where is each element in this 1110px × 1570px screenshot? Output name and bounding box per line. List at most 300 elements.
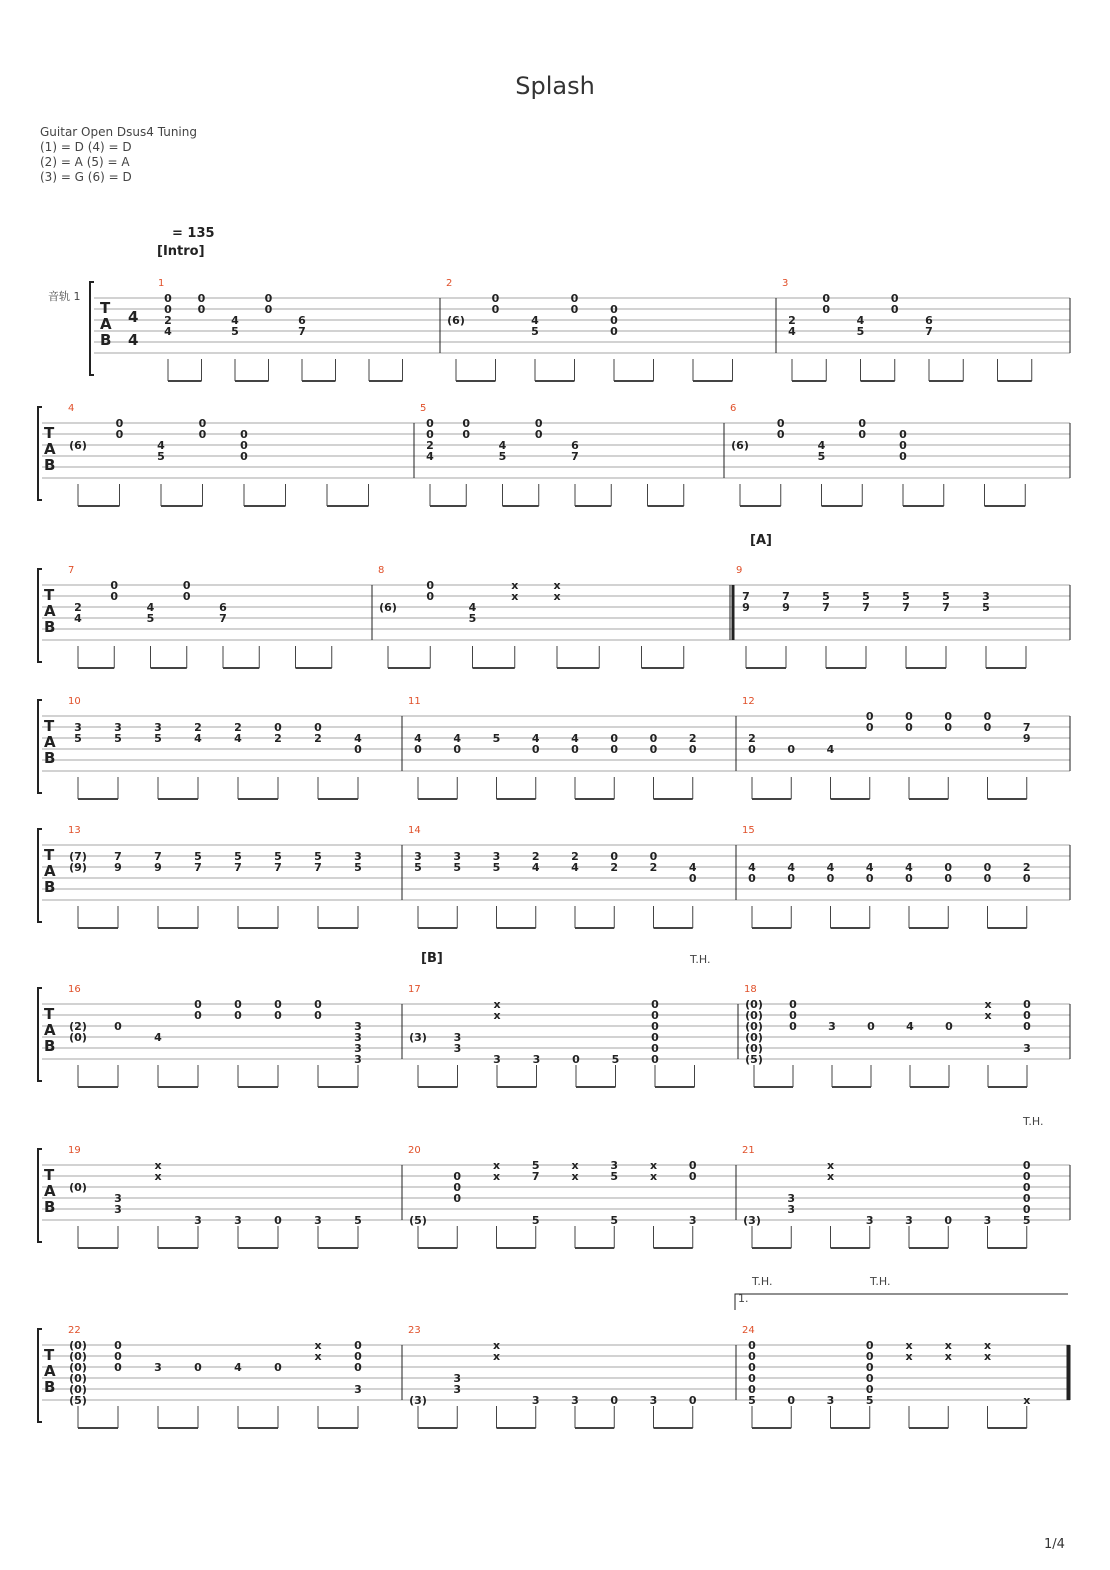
fret-number: 0 xyxy=(531,743,540,756)
fret-number: 4 xyxy=(688,861,697,874)
measure-number: 10 xyxy=(68,696,81,707)
fret-number: (0) xyxy=(69,1031,87,1044)
measure-number: 15 xyxy=(742,825,755,836)
tab-clef-letter: A xyxy=(44,862,56,880)
fret-number: 5 xyxy=(902,590,910,603)
fret-number: (0) xyxy=(745,1009,763,1022)
fret-number: 0 xyxy=(314,998,322,1011)
measure-number: 20 xyxy=(408,1145,421,1156)
measure-number: 9 xyxy=(736,565,743,576)
fret-number: 5 xyxy=(531,1159,540,1172)
fret-number: 7 xyxy=(902,601,910,614)
tuning-line: (1) = D (4) = D xyxy=(40,140,132,154)
fret-number: 7 xyxy=(154,850,162,863)
fret-number: 4 xyxy=(498,439,507,452)
fret-number: x xyxy=(826,1170,835,1183)
fret-number: 0 xyxy=(865,1372,874,1385)
fret-number: 5 xyxy=(942,590,950,603)
fret-number: 0 xyxy=(651,1009,659,1022)
fret-number: 0 xyxy=(944,872,953,885)
fret-number: 3 xyxy=(354,1383,362,1396)
tab-clef-letter: A xyxy=(44,733,56,751)
fret-number: 0 xyxy=(194,1009,202,1022)
fret-number: 5 xyxy=(531,1214,540,1227)
tab-clef-letter: A xyxy=(44,1182,56,1200)
fret-number: 2 xyxy=(274,732,282,745)
fret-number: 0 xyxy=(688,1170,697,1183)
fret-number: x xyxy=(493,1009,501,1022)
fret-number: 5 xyxy=(492,861,501,874)
fret-number: 0 xyxy=(274,1361,282,1374)
system-bracket xyxy=(38,1149,42,1242)
fret-number: 4 xyxy=(531,314,539,327)
fret-number: 0 xyxy=(114,1350,122,1363)
fret-number: x xyxy=(314,1350,322,1363)
system-bracket xyxy=(38,1329,42,1422)
fret-number: 5 xyxy=(817,450,826,463)
fret-number: x xyxy=(314,1339,322,1352)
fret-number: 0 xyxy=(944,861,953,874)
fret-number: 5 xyxy=(468,612,477,625)
fret-number: 0 xyxy=(858,417,867,430)
fret-number: 4 xyxy=(865,861,874,874)
fret-number: 9 xyxy=(114,861,122,874)
fret-number: 0 xyxy=(610,303,618,316)
fret-number: 0 xyxy=(649,850,658,863)
fret-number: 4 xyxy=(154,1031,162,1044)
fret-number: 3 xyxy=(354,850,362,863)
fret-number: 5 xyxy=(748,1394,756,1407)
track-name: 音轨 1 xyxy=(48,290,81,303)
fret-number: 5 xyxy=(610,1170,619,1183)
fret-number: 0 xyxy=(945,1020,953,1033)
fret-number: x xyxy=(553,590,561,603)
measure-number: 17 xyxy=(408,984,421,995)
fret-number: 4 xyxy=(426,450,434,463)
fret-number: 0 xyxy=(453,743,462,756)
measure-number: 7 xyxy=(68,565,75,576)
tab-clef-letter: T xyxy=(44,1346,55,1364)
tab-clef-letter: T xyxy=(44,717,55,735)
fret-number: 0 xyxy=(1023,1020,1031,1033)
fret-number: 3 xyxy=(531,1394,540,1407)
system-bracket xyxy=(38,569,42,662)
fret-number: 0 xyxy=(651,1031,659,1044)
section-label-b: [B] xyxy=(421,951,443,966)
fret-number: 0 xyxy=(314,721,322,734)
fret-number: 4 xyxy=(856,314,865,327)
fret-number: (6) xyxy=(379,601,397,614)
fret-number: 6 xyxy=(925,314,933,327)
fret-number: x xyxy=(983,1350,992,1363)
fret-number: x xyxy=(493,998,501,1011)
tab-clef-letter: B xyxy=(44,749,56,767)
fret-number: x xyxy=(944,1350,952,1363)
fret-number: (0) xyxy=(69,1181,87,1194)
fret-number: 0 xyxy=(865,1383,874,1396)
fret-number: 3 xyxy=(354,1042,362,1055)
page-number: 1/4 xyxy=(1044,1537,1065,1552)
tab-clef-letter: B xyxy=(44,1378,56,1396)
tab-clef-letter: A xyxy=(44,440,56,458)
fret-number: 0 xyxy=(610,325,618,338)
fret-number: 0 xyxy=(234,998,242,1011)
fret-number: 0 xyxy=(274,998,282,1011)
tab-clef-letter: T xyxy=(44,1005,55,1023)
fret-number: 3 xyxy=(688,1214,697,1227)
fret-number: 2 xyxy=(426,439,434,452)
fret-number: 3 xyxy=(492,850,501,863)
fret-number: 2 xyxy=(748,732,756,745)
tab-clef-letter: A xyxy=(44,602,56,620)
tab-clef-letter: A xyxy=(44,1021,56,1039)
fret-number: 4 xyxy=(826,743,835,756)
fret-number: (0) xyxy=(69,1361,87,1374)
fret-number: 0 xyxy=(198,428,207,441)
fret-number: 7 xyxy=(822,601,830,614)
fret-number: 0 xyxy=(164,303,172,316)
fret-number: x xyxy=(511,590,519,603)
technique-label: T.H. xyxy=(870,1275,891,1288)
fret-number: (7) xyxy=(69,850,87,863)
fret-number: (0) xyxy=(69,1372,87,1385)
fret-number: 7 xyxy=(194,861,202,874)
fret-number: 7 xyxy=(234,861,242,874)
fret-number: 5 xyxy=(154,732,162,745)
song-title: Splash xyxy=(515,72,595,100)
fret-number: 4 xyxy=(231,314,239,327)
fret-number: 9 xyxy=(1022,732,1031,745)
fret-number: 0 xyxy=(610,1394,619,1407)
fret-number: x xyxy=(492,1339,501,1352)
fret-number: 0 xyxy=(115,428,124,441)
fret-number: 2 xyxy=(234,721,242,734)
fret-number: 7 xyxy=(314,861,322,874)
fret-number: 3 xyxy=(453,1042,462,1055)
fret-number: 4 xyxy=(905,861,913,874)
measure-number: 21 xyxy=(742,1145,755,1156)
fret-number: 0 xyxy=(453,1192,462,1205)
fret-number: 0 xyxy=(748,872,756,885)
fret-number: 0 xyxy=(787,1394,796,1407)
fret-number: 5 xyxy=(610,1214,619,1227)
fret-number: 0 xyxy=(944,721,953,734)
fret-number: 2 xyxy=(194,721,202,734)
fret-number: 0 xyxy=(649,732,658,745)
fret-number: 0 xyxy=(197,292,206,305)
fret-number: 3 xyxy=(74,721,82,734)
fret-number: 7 xyxy=(742,590,750,603)
fret-number: 0 xyxy=(905,710,913,723)
tab-clef-letter: B xyxy=(44,1037,56,1055)
fret-number: 7 xyxy=(274,861,282,874)
fret-number: 0 xyxy=(114,1020,122,1033)
measure-number: 6 xyxy=(730,403,737,414)
fret-number: 3 xyxy=(1023,1042,1031,1055)
fret-number: 0 xyxy=(1022,1181,1031,1194)
fret-number: x xyxy=(944,1339,952,1352)
fret-number: (0) xyxy=(745,998,763,1011)
measure-number: 18 xyxy=(744,984,757,995)
tab-clef-letter: T xyxy=(44,586,55,604)
tab-clef-letter: T xyxy=(44,424,55,442)
measure-number: 5 xyxy=(420,403,427,414)
fret-number: 0 xyxy=(1022,1203,1031,1216)
fret-number: x xyxy=(649,1170,658,1183)
fret-number: 0 xyxy=(826,872,835,885)
fret-number: 5 xyxy=(1022,1214,1031,1227)
fret-number: (0) xyxy=(69,1339,87,1352)
fret-number: (9) xyxy=(69,861,87,874)
fret-number: x xyxy=(154,1170,162,1183)
section-label-a: [A] xyxy=(750,533,772,548)
technique-label: T.H. xyxy=(690,953,711,966)
fret-number: 3 xyxy=(453,1383,462,1396)
measure-number: 14 xyxy=(408,825,421,836)
fret-number: (3) xyxy=(743,1214,761,1227)
fret-number: 0 xyxy=(110,590,119,603)
fret-number: 2 xyxy=(571,850,579,863)
fret-number: x xyxy=(492,1350,501,1363)
fret-number: 0 xyxy=(748,1361,756,1374)
fret-number: 5 xyxy=(146,612,155,625)
fret-number: 5 xyxy=(74,732,82,745)
fret-number: (5) xyxy=(409,1214,427,1227)
fret-number: 0 xyxy=(570,292,579,305)
fret-number: 5 xyxy=(354,1214,362,1227)
fret-number: 2 xyxy=(688,732,697,745)
fret-number: 0 xyxy=(610,732,619,745)
fret-number: 5 xyxy=(531,325,539,338)
fret-number: 0 xyxy=(651,1053,659,1066)
fret-number: 0 xyxy=(1023,1009,1031,1022)
fret-number: 0 xyxy=(182,590,191,603)
fret-number: 0 xyxy=(354,1361,362,1374)
fret-number: 0 xyxy=(1022,1170,1031,1183)
fret-number: 3 xyxy=(114,1203,122,1216)
fret-number: 6 xyxy=(298,314,306,327)
measure-number: 3 xyxy=(782,278,789,289)
fret-number: 7 xyxy=(1022,721,1031,734)
fret-number: 7 xyxy=(942,601,950,614)
fret-number: 0 xyxy=(944,710,953,723)
fret-number: (5) xyxy=(745,1053,763,1066)
measure-number: 1 xyxy=(158,278,165,289)
fret-number: 3 xyxy=(154,1361,162,1374)
fret-number: 7 xyxy=(114,850,122,863)
fret-number: 0 xyxy=(110,579,119,592)
fret-number: 0 xyxy=(240,439,248,452)
tempo-value: = 135 xyxy=(172,226,215,241)
fret-number: 0 xyxy=(274,1009,282,1022)
fret-number: 3 xyxy=(194,1214,202,1227)
fret-number: (3) xyxy=(409,1394,427,1407)
fret-number: x xyxy=(553,579,561,592)
fret-number: 3 xyxy=(787,1192,796,1205)
fret-number: 9 xyxy=(782,601,790,614)
section-label-intro: [Intro] xyxy=(157,244,205,259)
fret-number: 4 xyxy=(146,601,155,614)
fret-number: 7 xyxy=(531,1170,540,1183)
measure-number: 8 xyxy=(378,565,385,576)
fret-number: 0 xyxy=(899,439,907,452)
fret-number: 4 xyxy=(157,439,165,452)
fret-number: 3 xyxy=(154,721,162,734)
tab-clef-letter: B xyxy=(44,618,56,636)
fret-number: 3 xyxy=(826,1394,835,1407)
fret-number: 4 xyxy=(234,1361,242,1374)
volta-bracket xyxy=(735,1294,1068,1310)
fret-number: x xyxy=(905,1350,913,1363)
tab-clef-letter: B xyxy=(44,456,56,474)
fret-number: 3 xyxy=(787,1203,796,1216)
fret-number: 0 xyxy=(651,998,659,1011)
tuning-line: (2) = A (5) = A xyxy=(40,155,130,169)
fret-number: 0 xyxy=(198,417,207,430)
fret-number: 0 xyxy=(314,1009,322,1022)
fret-number: 4 xyxy=(787,861,796,874)
technique-label: T.H. xyxy=(752,1275,773,1288)
fret-number: 0 xyxy=(688,743,697,756)
tuning-name: Guitar Open Dsus4 Tuning xyxy=(40,125,197,139)
fret-number: 5 xyxy=(611,1053,620,1066)
fret-number: 9 xyxy=(742,601,750,614)
fret-number: 4 xyxy=(826,861,835,874)
fret-number: 3 xyxy=(314,1214,322,1227)
fret-number: x xyxy=(492,1170,501,1183)
fret-number: 0 xyxy=(462,417,471,430)
fret-number: 0 xyxy=(194,1361,202,1374)
technique-label: T.H. xyxy=(1023,1115,1044,1128)
fret-number: 0 xyxy=(453,1170,462,1183)
tab-clef-letter: A xyxy=(100,315,112,333)
fret-number: 7 xyxy=(862,601,870,614)
fret-number: 5 xyxy=(314,850,322,863)
fret-number: 4 xyxy=(906,1020,914,1033)
fret-number: 0 xyxy=(905,872,913,885)
fret-number: 2 xyxy=(610,861,619,874)
fret-number: 0 xyxy=(649,743,658,756)
fret-number: 3 xyxy=(453,850,462,863)
fret-number: x xyxy=(571,1159,579,1172)
fret-number: 0 xyxy=(572,1053,580,1066)
measure-number: 19 xyxy=(68,1145,81,1156)
fret-number: 0 xyxy=(453,1181,462,1194)
fret-number: 3 xyxy=(354,1053,362,1066)
fret-number: 2 xyxy=(74,601,82,614)
fret-number: 0 xyxy=(905,721,913,734)
tab-clef-letter: T xyxy=(44,1166,55,1184)
tuning-line: (3) = G (6) = D xyxy=(40,170,132,184)
fret-number: x xyxy=(571,1170,579,1183)
fret-number: 0 xyxy=(748,1383,756,1396)
fret-number: 3 xyxy=(114,1192,122,1205)
measure-number: 23 xyxy=(408,1325,421,1336)
fret-number: 0 xyxy=(688,1394,697,1407)
fret-number: 0 xyxy=(865,1339,874,1352)
fret-number: 5 xyxy=(231,325,239,338)
fret-number: 2 xyxy=(164,314,172,327)
fret-number: (6) xyxy=(731,439,749,452)
fret-number: 2 xyxy=(531,850,540,863)
fret-number: 4 xyxy=(354,732,362,745)
fret-number: 3 xyxy=(828,1020,836,1033)
fret-number: 0 xyxy=(182,579,191,592)
fret-number: 0 xyxy=(571,743,579,756)
fret-number: 3 xyxy=(905,1214,913,1227)
system-bracket xyxy=(38,988,42,1081)
fret-number: 0 xyxy=(776,428,785,441)
tab-clef-letter: T xyxy=(44,846,55,864)
fret-number: 7 xyxy=(782,590,790,603)
fret-number: 0 xyxy=(789,1020,797,1033)
fret-number: 0 xyxy=(748,1339,756,1352)
fret-number: (3) xyxy=(409,1031,427,1044)
tab-clef-letter: A xyxy=(44,1362,56,1380)
fret-number: 0 xyxy=(462,428,471,441)
fret-number: 0 xyxy=(688,872,697,885)
fret-number: 0 xyxy=(748,1372,756,1385)
fret-number: 4 xyxy=(571,732,579,745)
fret-number: 3 xyxy=(649,1394,658,1407)
fret-number: 4 xyxy=(453,732,462,745)
fret-number: 0 xyxy=(867,1020,875,1033)
fret-number: x xyxy=(492,1159,501,1172)
fret-number: 6 xyxy=(219,601,227,614)
fret-number: 2 xyxy=(649,861,658,874)
fret-number: 2 xyxy=(788,314,796,327)
fret-number: 4 xyxy=(414,732,422,745)
fret-number: 0 xyxy=(890,303,899,316)
fret-number: 0 xyxy=(1022,872,1031,885)
fret-number: 6 xyxy=(571,439,579,452)
measure-number: 4 xyxy=(68,403,75,414)
fret-number: 5 xyxy=(453,861,462,874)
fret-number: (2) xyxy=(69,1020,87,1033)
fret-number: 5 xyxy=(414,861,422,874)
measure-number: 24 xyxy=(742,1325,755,1336)
fret-number: 3 xyxy=(493,1053,501,1066)
fret-number: 0 xyxy=(164,292,172,305)
fret-number: 4 xyxy=(817,439,826,452)
fret-number: 0 xyxy=(1022,1159,1031,1172)
fret-number: 0 xyxy=(890,292,899,305)
fret-number: 0 xyxy=(899,428,907,441)
fret-number: 0 xyxy=(194,998,202,1011)
measure-number: 12 xyxy=(742,696,755,707)
fret-number: 4 xyxy=(748,861,756,874)
fret-number: x xyxy=(154,1159,162,1172)
fret-number: 5 xyxy=(274,850,282,863)
fret-number: 0 xyxy=(865,1350,874,1363)
fret-number: 5 xyxy=(822,590,830,603)
fret-number: 0 xyxy=(776,417,785,430)
fret-number: 3 xyxy=(983,1214,992,1227)
fret-number: 3 xyxy=(865,1214,874,1227)
fret-number: x xyxy=(649,1159,658,1172)
fret-number: 0 xyxy=(234,1009,242,1022)
fret-number: 0 xyxy=(983,872,992,885)
measure-number: 2 xyxy=(446,278,453,289)
fret-number: 5 xyxy=(862,590,870,603)
fret-number: 3 xyxy=(571,1394,579,1407)
fret-number: 5 xyxy=(194,850,202,863)
fret-number: 0 xyxy=(789,1009,797,1022)
fret-number: 4 xyxy=(194,732,202,745)
fret-number: 5 xyxy=(982,601,990,614)
system-bracket xyxy=(38,700,42,793)
fret-number: 0 xyxy=(354,743,362,756)
